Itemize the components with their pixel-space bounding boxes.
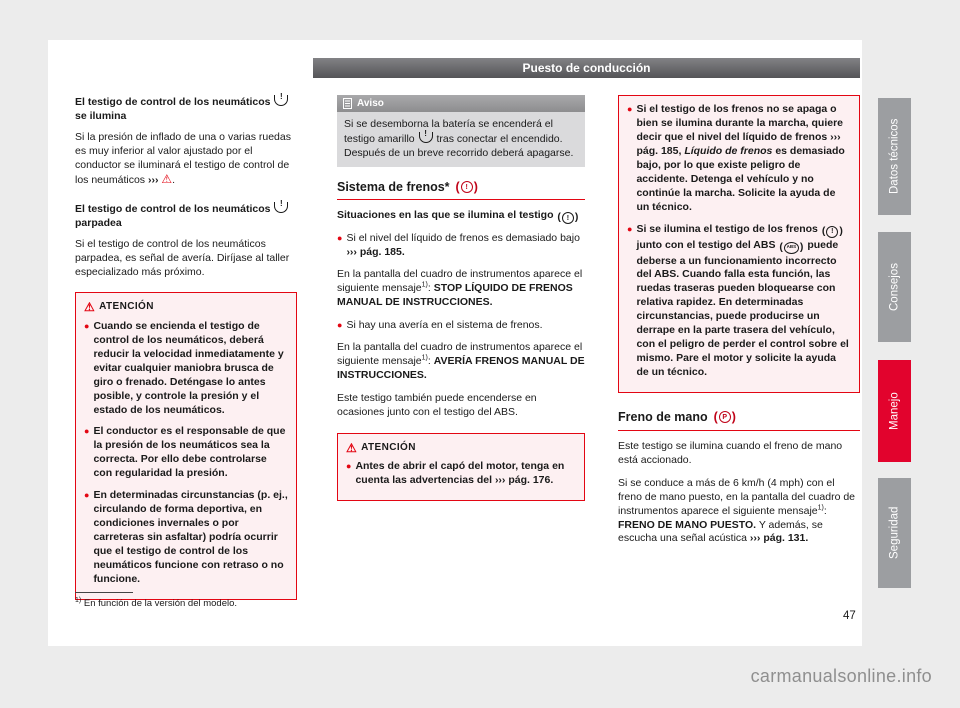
aviso-box (337, 95, 585, 167)
paragraph: Si el testigo de control de los neumáticos parpadea, es señal de avería. Diríjase al taller especializado más próximo. (75, 237, 290, 278)
cross-reference[interactable]: ››› pág. 176. (494, 474, 554, 487)
sidebar-tab-consejos[interactable] (878, 232, 911, 342)
atencion-title: ATENCIÓN (361, 441, 416, 453)
tire-pressure-icon (419, 132, 433, 143)
footnote-text: En función de la versión del modelo. (83, 598, 238, 609)
atencion-header (346, 441, 576, 454)
note-icon (343, 98, 352, 109)
heading-tpms-lights (75, 95, 297, 124)
body-text: : (427, 355, 431, 368)
body-text: : (427, 282, 431, 295)
heading-text: se ilumina (75, 109, 127, 122)
subheading-situations (337, 209, 585, 225)
body-text: Y además, se escucha una señal acústica (618, 518, 823, 545)
brake-warning-icon (456, 179, 478, 196)
atencion-header (84, 300, 288, 313)
bullet-icon: ● (627, 104, 633, 114)
bullet-icon: ● (337, 320, 343, 331)
abs-icon (779, 241, 803, 255)
paragraph (337, 268, 585, 310)
body-text: Si el nivel del líquido de frenos es demasiado bajo (346, 232, 580, 245)
sidebar-tab-manejo[interactable] (878, 360, 911, 462)
warning-bullet (84, 425, 288, 481)
column-left (75, 95, 297, 610)
warning-bullet (627, 223, 851, 380)
paragraph (618, 477, 860, 547)
bullet-icon: ● (627, 223, 633, 234)
body-text: Si se conduce a más de 6 km/h (4 mph) con el freno de mano puesto, en la pantalla del cuadro de instrumentos aparece el siguiente mensaje (618, 476, 856, 517)
warning-text (636, 103, 851, 215)
warning-bullet (84, 320, 288, 418)
body-text: . (172, 173, 176, 186)
warning-text: es demasiado bajo, por lo que existe peligro de accidente. Detenga el vehículo y no continúe la marcha. Solicite la ayuda de un técnico. (636, 144, 845, 213)
page-title: Puesto de conducción (522, 61, 651, 75)
warning-triangle-icon: ⚠ (84, 300, 96, 315)
section-handbrake (618, 409, 860, 431)
body-text: : (823, 504, 827, 517)
heading-text: parpadea (75, 216, 122, 229)
brake-warning-icon (822, 225, 843, 239)
body-text: Si hay una avería en el sistema de frenos. (346, 319, 543, 332)
note-text: tras conectar el encendido. Después de un breve recorrido deberá apagarse. (344, 132, 574, 159)
paragraph: Este testigo se ilumina cuando el freno de mano está accionado. (618, 439, 843, 466)
sidebar-tab-seguridad[interactable] (878, 478, 911, 588)
warning-text: puede deberse a un funcionamiento incorrecto del ABS. Cuando falla esta función, las ruedas traseras pueden bloquearse con relativa rapidez. En determinadas circunstancias, puede producirse un derrape en la parte trasera del vehículo, con el peligro de perder el control sobre el mismo. Pare el motor y solicite la ayuda de un técnico. (636, 238, 849, 379)
display-message-text: FRENO DE MANO PUESTO. (618, 518, 757, 531)
warning-triangle-icon: ⚠ (346, 440, 358, 455)
tab-label: Datos técnicos (888, 118, 901, 195)
paragraph (337, 341, 585, 383)
warning-text: Cuando se encienda el testigo de control de los neumáticos, deberá reducir la velocidad inmediatamente y evitar cualquier maniobra brusca de giro o frenado. Deténgase lo antes posible, y controle la presión y el estado de los neumáticos. (93, 319, 284, 416)
sidebar-tab-datos-tecnicos[interactable] (878, 98, 911, 215)
page-header (313, 58, 860, 78)
atencion-box (75, 292, 297, 599)
footnote-marker: 1) (421, 354, 428, 362)
footnote-marker: 1) (817, 504, 824, 512)
aviso-header (337, 95, 585, 112)
warning-text: Si se ilumina el testigo de los frenos (636, 222, 818, 235)
warning-text: junto con el testigo del ABS (636, 238, 776, 251)
column-middle (337, 95, 585, 511)
display-message-text: AVERÍA FRENOS MANUAL DE INSTRUCCIONES. (337, 355, 585, 382)
cross-reference-chapter[interactable]: Líquido de frenos (684, 144, 773, 157)
footnote (75, 592, 237, 609)
cross-reference[interactable]: ››› pág. 185. (346, 246, 405, 259)
body-bullet (337, 232, 585, 260)
tab-label: Consejos (888, 263, 901, 311)
heading-text: El testigo de control de los neumáticos (75, 202, 271, 215)
atencion-box-continuation (618, 95, 860, 393)
page-number: 47 (843, 610, 856, 622)
footnote-marker: 1) (421, 281, 428, 289)
display-message-text: STOP LÍQUIDO DE FRENOS MANUAL DE INSTRUCCIONES. (337, 282, 573, 309)
paragraph (75, 131, 297, 188)
warning-bullet (346, 460, 576, 488)
tab-label: Seguridad (888, 506, 901, 560)
heading-tpms-blinks (75, 202, 297, 231)
body-text: En la pantalla del cuadro de instrumentos aparece el siguiente mensaje (337, 341, 583, 368)
footnote-divider (75, 592, 133, 593)
warning-bullet (627, 103, 851, 215)
body-bullet (337, 319, 585, 333)
bullet-icon: ● (84, 426, 90, 437)
cross-reference[interactable]: ››› pág. 185, (636, 130, 841, 157)
brake-warning-icon (557, 211, 578, 225)
heading-text: El testigo de control de los neumáticos (75, 96, 271, 108)
body-text: En la pantalla del cuadro de instrumentos aparece el siguiente mensaje (337, 268, 583, 295)
warning-triangle-icon: ⚠ (161, 171, 173, 186)
section-title-text: Sistema de frenos* (337, 179, 450, 194)
warning-text: En determinadas circunstancias (p. ej., circulando de forma deportiva, en condiciones invernales o por carreteras sin asfaltar) podría ocurrir que el testigo de control de los neumáticos funcione con retraso o no funcione. (93, 489, 288, 585)
atencion-box (337, 433, 585, 501)
manual-page (48, 40, 862, 646)
atencion-title: ATENCIÓN (99, 301, 154, 313)
note-text: Si se desemborna la batería se encenderá el testigo amarillo (344, 118, 553, 145)
bullet-icon: ● (346, 461, 352, 472)
aviso-title: Aviso (357, 97, 384, 109)
warning-text (355, 460, 576, 488)
section-brake-system (337, 179, 585, 201)
tire-pressure-icon (274, 202, 288, 213)
warning-bullet (84, 489, 288, 587)
bullet-icon: ● (84, 320, 90, 331)
warning-text: Antes de abrir el capó del motor, tenga en cuenta las advertencias del (355, 460, 565, 487)
warning-text (636, 223, 851, 380)
aviso-body (337, 112, 585, 167)
tire-pressure-icon (274, 95, 288, 106)
warning-text: Si el testigo de los frenos no se apaga o bien se ilumina durante la marcha, quiere decir que el nivel del líquido de frenos (636, 103, 844, 143)
footnote-marker: 1) (75, 596, 82, 604)
section-title-text: Freno de mano (618, 410, 708, 425)
paragraph: Este testigo también puede encenderse en ocasiones junto con el testigo del ABS. (337, 392, 537, 418)
tab-label: Manejo (888, 392, 901, 430)
bullet-icon: ● (337, 233, 343, 244)
bullet-icon: ● (84, 490, 90, 501)
warning-text: El conductor es el responsable de que la presión de los neumáticos sea la correcta. Por ello debe controlarse con regularidad la presión. (93, 425, 286, 480)
body-text: Si la presión de inflado de una o varias ruedas es muy inferior al valor ajustado por el conductor se iluminará el testigo de control de los neumáticos (75, 130, 291, 186)
body-text (346, 232, 585, 260)
heading-text: Situaciones en las que se ilumina el testigo (337, 209, 554, 222)
parking-brake-icon (714, 409, 736, 426)
column-right (618, 95, 860, 555)
cross-reference[interactable]: ››› pág. 131. (749, 532, 809, 545)
cross-reference[interactable]: ››› (147, 173, 159, 186)
watermark: carmanualsonline.info (750, 666, 932, 686)
